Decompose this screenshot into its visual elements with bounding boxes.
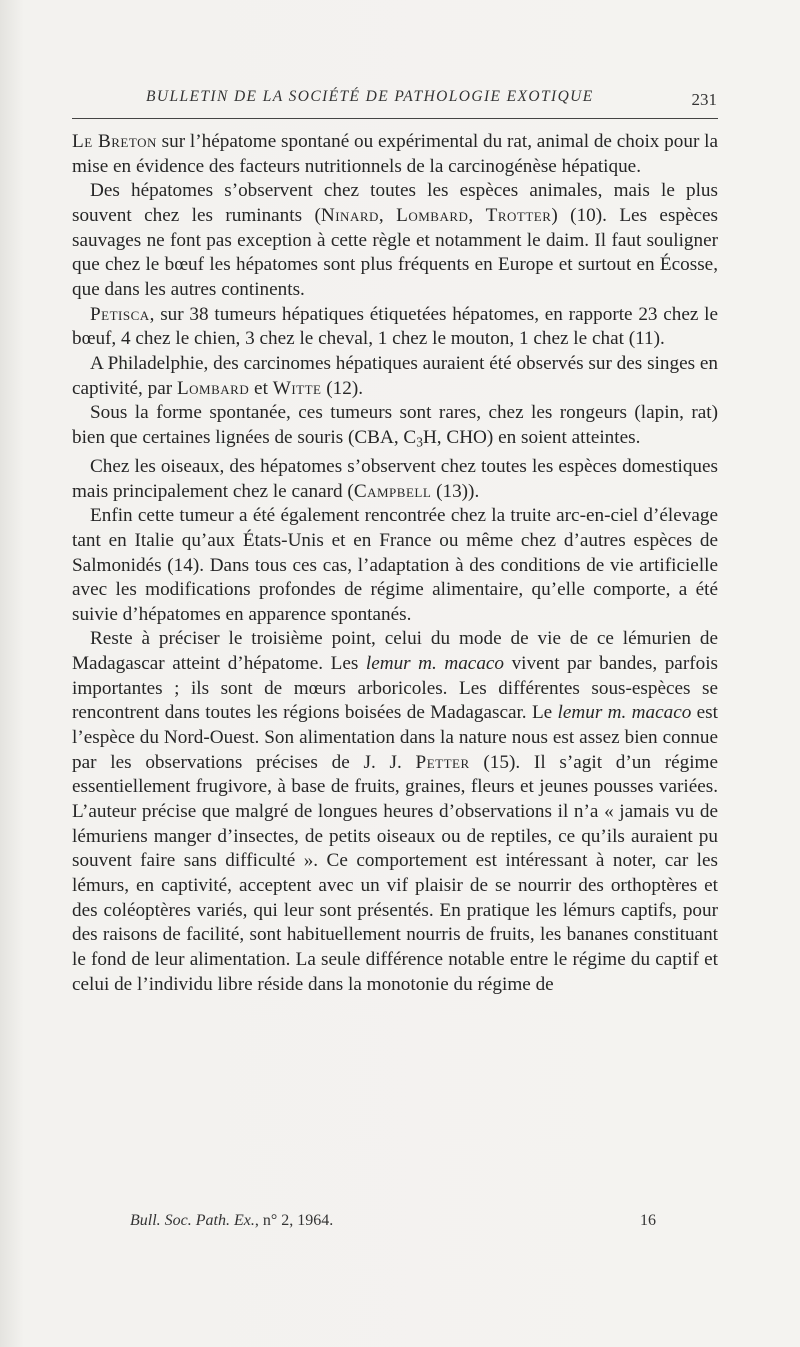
paragraph — [72, 455, 718, 504]
author-name: Lombard — [176, 377, 250, 399]
text-run: Des hépatomes s’observent chez toutes les espèces animales, mais le plus souvent chez les ruminants ( — [72, 180, 718, 226]
article-body — [72, 130, 718, 997]
journal-reference — [130, 1212, 333, 1230]
author-name: Campbell — [353, 480, 432, 502]
paragraph — [72, 627, 718, 997]
text-run: est l’espèce du Nord-Ouest. Son alimentation dans la nature nous est assez bien connue par les observations précises de J. J. — [72, 702, 718, 773]
author-name: Ninard — [320, 204, 379, 226]
species-name: lemur m. macaco — [557, 702, 692, 724]
text-run: , sur 38 tumeurs hépatiques étiquetées hépatomes, en rapporte 23 chez le bœuf, 4 chez le chien, 3 chez le cheval, 1 chez le mouton, 1 chez le chat (11). — [72, 303, 718, 350]
text-run: (13)). — [431, 480, 480, 502]
running-header — [72, 88, 717, 118]
author-name: Petisca — [90, 303, 150, 325]
paragraph — [72, 352, 718, 401]
paragraph — [72, 504, 718, 627]
journal-issue: , n° 2, 1964. — [254, 1212, 334, 1229]
paragraph — [72, 179, 718, 302]
header-rule — [72, 118, 718, 119]
text-run: (15). Il s’agit d’un régime essentiellement frugivore, à base de fruits, graines, fleurs et jeunes pousses variées. L’auteur précise que malgré de longues heures d’observations il n’a « jamais vu de lémuriens manger d’insectes, de petits oiseaux ou de reptiles, ce qu’ils auraient pu souvent faire sans difficulté ». Ce comportement est intéressant à noter, car les lémurs, en captivité, acceptent avec un vif plaisir de se nourrir des orthoptères et des coléoptères variés, qui leur sont présentés. En pratique les lémurs captifs, pour des raisons de facilité, sont habituellement nourris de fruits, les bananes constituant le fond de leur alimentation. La seule différence notable entre le régime du captif et celui de l’individu libre réside dans la monotonie du régime de — [72, 751, 718, 995]
footer — [72, 1212, 718, 1236]
text-run: ) (10). Les espèces sauvages ne font pas exception à cette règle et notamment le daim. Il faut souligner que chez le bœuf les hépatomes sont plus fréquents en Europe et surtout en Écosse, que dans les autres continents. — [72, 204, 719, 300]
text-run: Chez les oiseaux, des hépatomes s’observent chez toutes les espèces domestiques mais principalement chez le canard ( — [72, 455, 718, 502]
subscript: 3 — [416, 434, 423, 450]
paragraph — [72, 401, 718, 455]
paragraph — [72, 130, 718, 179]
text-run: Enfin cette tumeur a été également rencontrée chez la truite arc-en-ciel d’élevage tant en Italie qu’aux États-Unis et en France ou même chez d’autres espèces de Salmonidés (14). Dans tous ces cas, l’adaptation à des conditions de vie artificielle avec les modifications profondes de régime alimentaire, qu’elle comporte, a été suivie d’hépatomes en apparence spontanés. — [72, 505, 718, 625]
text-run: , — [378, 204, 397, 226]
journal-abbrev: Bull. Soc. Path. Ex. — [130, 1212, 255, 1229]
signature-mark: 16 — [640, 1212, 656, 1229]
author-name: Witte — [272, 377, 322, 399]
text-run: et — [249, 377, 273, 399]
text-run: sur l’hépatome spontané ou expérimental du rat, animal de choix pour la mise en évidence des facteurs nutritionnels de la carcinogénèse hépatique. — [72, 131, 718, 177]
author-name: Le Breton — [72, 131, 157, 152]
text-run: , — [468, 204, 486, 226]
text-run: A Philadelphie, des carcinomes hépatiques auraient été observés sur des singes en captivité, par — [72, 352, 718, 399]
text-run: Sous la forme spontanée, ces tumeurs sont rares, chez les rongeurs (lapin, rat) bien que certaines lignées de souris (CBA, C — [72, 402, 718, 448]
author-name: Trotter — [485, 204, 552, 226]
running-title: BULLETIN DE LA SOCIÉTÉ DE PATHOLOGIE EXOTIQUE — [146, 88, 594, 105]
page-number: 231 — [691, 90, 717, 109]
author-name: Petter — [415, 751, 470, 773]
text-run: vivent par bandes, parfois importantes ; ils sont de mœurs arboricoles. Les différentes sous-espèces se rencontrent dans toutes les régions boisées de Madagascar. Le — [72, 653, 718, 724]
paragraph — [72, 303, 718, 352]
text-run: Reste à préciser le troisième point, celui du mode de vie de ce lémurien de Madagascar atteint d’hépatome. Les — [72, 628, 718, 675]
author-name: Lombard — [396, 204, 469, 226]
text-run: H, CHO) en soient atteintes. — [422, 426, 641, 448]
text-run: (12). — [321, 377, 364, 399]
species-name: lemur m. macaco — [365, 653, 505, 675]
